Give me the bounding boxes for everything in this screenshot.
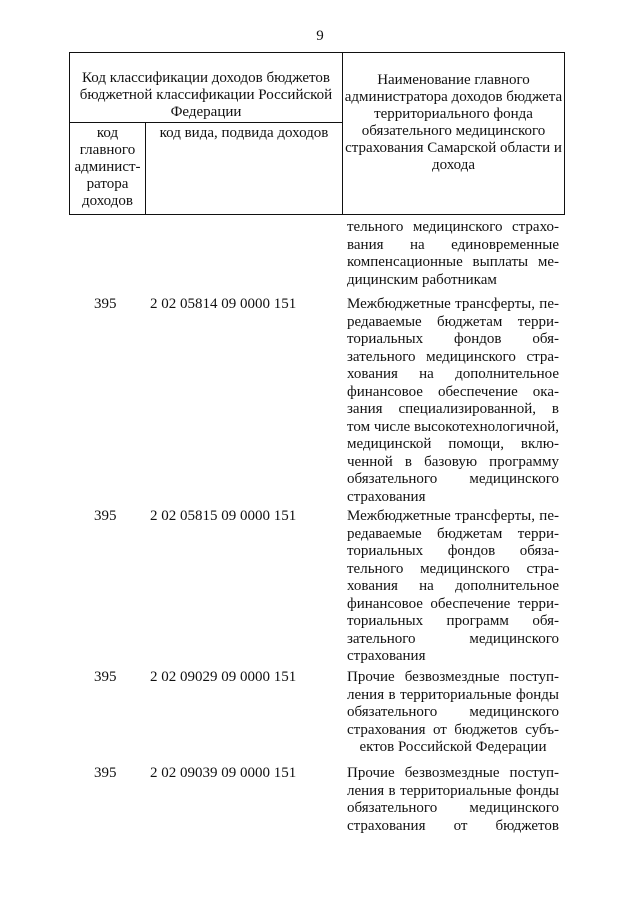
description-line: дицинским работникам (347, 271, 497, 288)
header-income-classification-code: Код классификации доходов бюджетов бюджетной классификации Российской Федерации (69, 52, 343, 123)
description-line: медицинской помощи, вклю- (347, 436, 559, 452)
income-kind-code: 2 02 05815 09 0000 151 (150, 508, 297, 524)
admin-code: 395 (94, 296, 117, 312)
income-description (347, 669, 559, 757)
description-line: хования на дополнительное (347, 366, 559, 382)
description-line: ториальных программ обя- (347, 613, 559, 629)
income-kind-code: 2 02 09039 09 0000 151 (150, 765, 297, 781)
description-line: том числе высокотехнологичной, (347, 418, 559, 435)
description-line: финансовое обеспечение ока- (347, 383, 559, 400)
description-line: компенсационные выплаты ме- (347, 254, 559, 270)
description-line: ториальных фондов обяза- (347, 543, 559, 559)
description-line: редаваемые бюджетам терри- (347, 525, 559, 542)
description-line: зательного медицинского (347, 630, 559, 647)
description-line: ченной в базовую программу (347, 453, 559, 470)
description-line: ториальных фондов обя- (347, 331, 559, 347)
header-admin-code: код главного админист- ратора доходов (69, 122, 146, 215)
description-line: страхования от бюджетов (347, 817, 559, 834)
admin-code: 395 (94, 669, 117, 685)
description-line: ления в территориальные фонды (347, 782, 559, 799)
description-line: редаваемые бюджетам терри- (347, 313, 559, 330)
income-description (347, 219, 559, 289)
description-line: обязательного медицинского (347, 471, 559, 487)
description-line: вания на единовременные (347, 236, 559, 253)
income-description (347, 508, 559, 666)
income-kind-code: 2 02 05814 09 0000 151 (150, 296, 297, 312)
header-administrator-name: Наименование главного администратора доходов бюджета территориального фонда обязательного медицинского страхования Самарской области и дохода (342, 52, 565, 215)
description-line: обязательного медицинского (347, 800, 559, 816)
description-line: финансовое обеспечение терри- (347, 595, 559, 612)
description-line: Межбюджетные трансферты, пе- (347, 296, 559, 312)
description-line: обязательного медицинского (347, 704, 559, 720)
description-line: Межбюджетные трансферты, пе- (347, 508, 559, 524)
description-line: тельного медицинского страхо- (347, 219, 559, 235)
description-line: Прочие безвозмездные поступ- (347, 669, 559, 685)
description-line: ектов Российской Федерации (359, 739, 547, 755)
income-description (347, 765, 559, 835)
description-line: страхования (347, 648, 426, 664)
admin-code: 395 (94, 765, 117, 781)
description-line: ления в территориальные фонды (347, 686, 559, 703)
page-number: 9 (316, 28, 324, 44)
admin-code: 395 (94, 508, 117, 524)
description-line: Прочие безвозмездные поступ- (347, 765, 559, 781)
description-line: зательного медицинского стра- (347, 348, 559, 365)
description-line: хования на дополнительное (347, 578, 559, 594)
income-description (347, 296, 559, 506)
income-kind-code: 2 02 09029 09 0000 151 (150, 669, 297, 685)
header-kind-code: код вида, подвида доходов (145, 122, 343, 215)
description-line: тельного медицинского стра- (347, 560, 559, 577)
description-line: страхования от бюджетов субъ- (347, 721, 559, 738)
description-line: зания специализированной, в (347, 401, 559, 417)
description-line: страхования (347, 488, 426, 505)
